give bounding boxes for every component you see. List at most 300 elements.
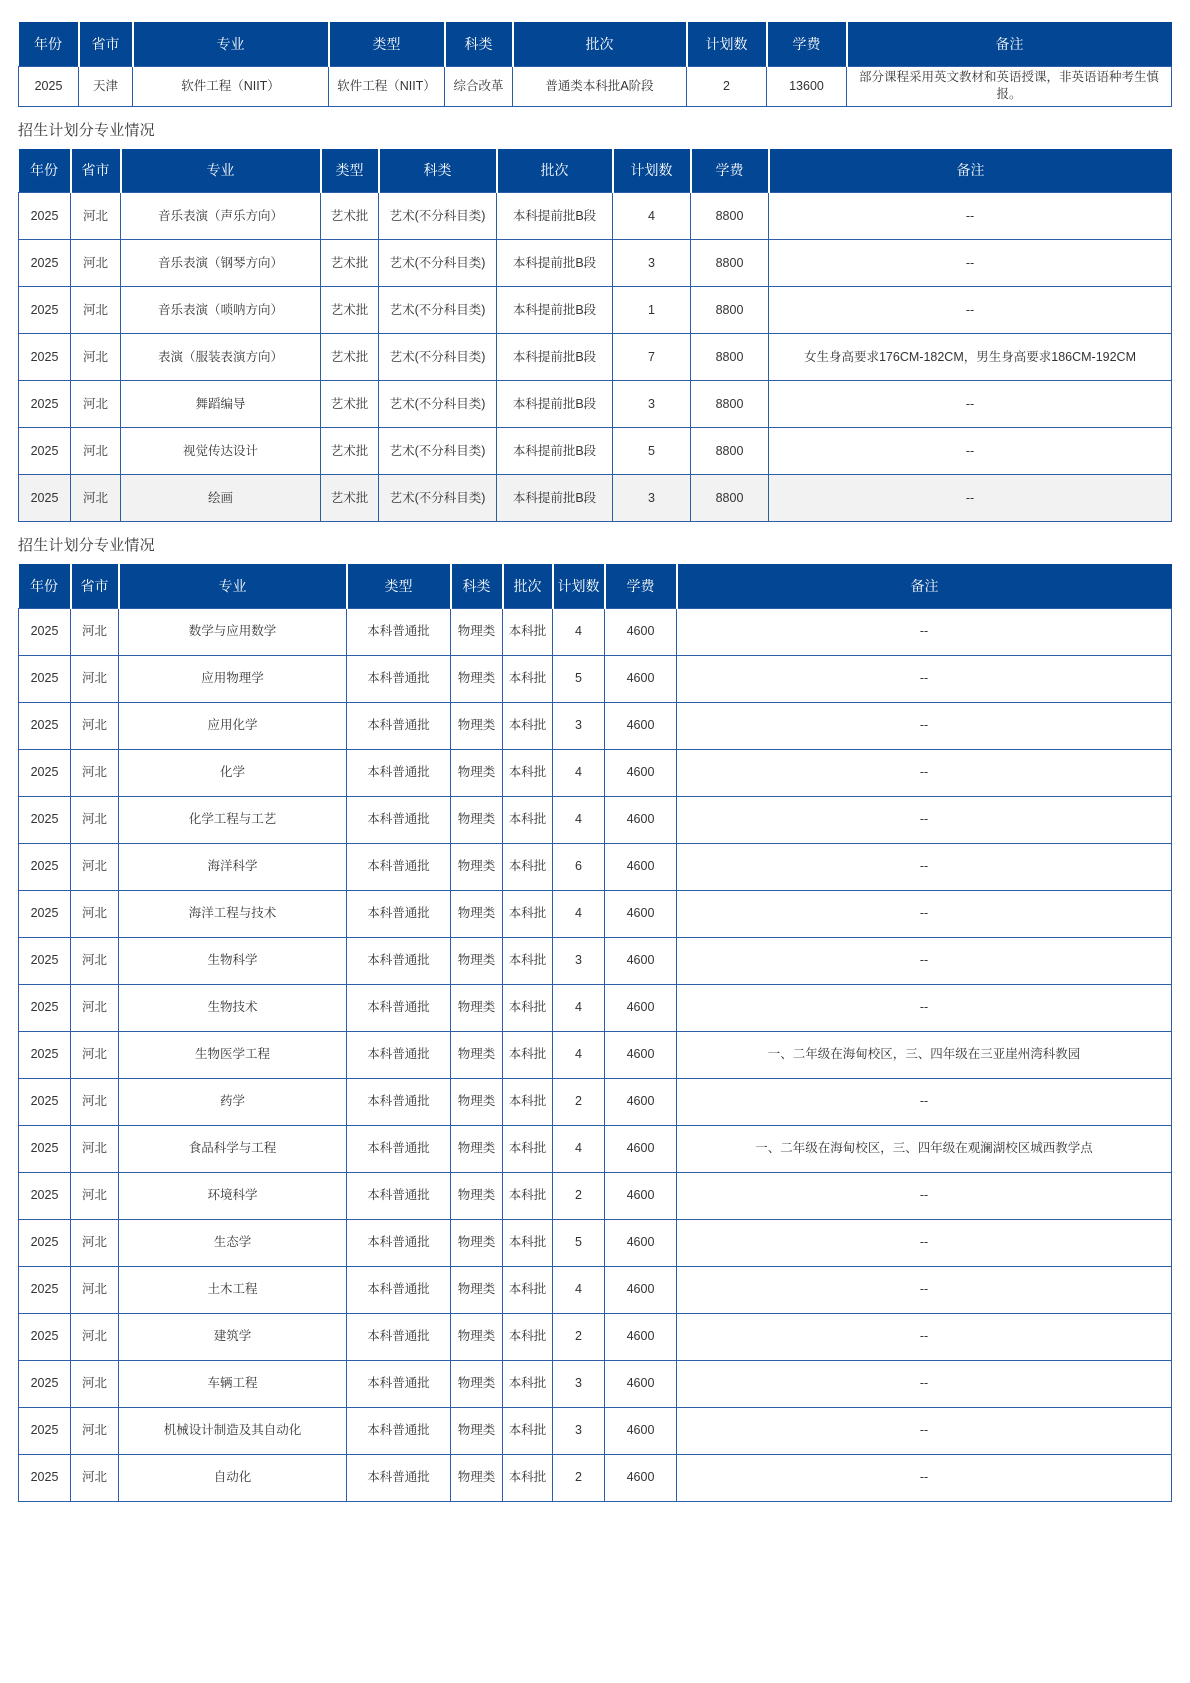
cell-subject: 物理类 (451, 984, 503, 1031)
cell-type: 本科普通批 (347, 1313, 451, 1360)
cell-province: 河北 (71, 1031, 119, 1078)
cell-province: 河北 (71, 240, 121, 287)
cell-remark: -- (677, 702, 1172, 749)
cell-province: 河北 (71, 890, 119, 937)
cell-major: 海洋科学 (119, 843, 347, 890)
cell-plan-count: 4 (553, 890, 605, 937)
cell-plan-count: 3 (553, 1407, 605, 1454)
section-title-hebei-art: 招生计划分专业情况 (18, 121, 155, 139)
cell-tuition: 13600 (767, 66, 847, 106)
table-body (19, 193, 1172, 522)
cell-subject: 艺术(不分科目类) (379, 287, 497, 334)
cell-remark: -- (677, 843, 1172, 890)
cell-batch: 本科批 (503, 1219, 553, 1266)
cell-remark: -- (769, 287, 1172, 334)
cell-subject: 物理类 (451, 1219, 503, 1266)
cell-year: 2025 (19, 1313, 71, 1360)
table-row (19, 1125, 1172, 1172)
cell-plan-count: 5 (613, 428, 691, 475)
section-title-hebei-physics: 招生计划分专业情况 (18, 537, 155, 554)
cell-subject: 物理类 (451, 655, 503, 702)
cell-province: 河北 (71, 334, 121, 381)
cell-type: 艺术批 (321, 428, 379, 475)
cell-subject: 物理类 (451, 890, 503, 937)
cell-remark: -- (677, 1360, 1172, 1407)
cell-subject: 艺术(不分科目类) (379, 381, 497, 428)
col-header-subject: 科类 (451, 564, 503, 608)
col-header-remark: 备注 (847, 22, 1172, 66)
cell-tuition: 4600 (605, 1078, 677, 1125)
cell-tuition: 4600 (605, 937, 677, 984)
table-row (19, 287, 1172, 334)
cell-plan-count: 3 (613, 475, 691, 522)
cell-batch: 本科提前批B段 (497, 475, 613, 522)
cell-subject: 物理类 (451, 608, 503, 655)
col-header-type: 类型 (347, 564, 451, 608)
cell-province: 河北 (71, 1219, 119, 1266)
table-row (19, 1172, 1172, 1219)
cell-subject: 物理类 (451, 702, 503, 749)
cell-batch: 本科批 (503, 749, 553, 796)
cell-tuition: 4600 (605, 655, 677, 702)
cell-type: 本科普通批 (347, 1125, 451, 1172)
cell-year: 2025 (19, 655, 71, 702)
cell-plan-count: 3 (613, 381, 691, 428)
cell-type: 艺术批 (321, 193, 379, 240)
cell-year: 2025 (19, 1125, 71, 1172)
cell-remark: -- (769, 475, 1172, 522)
cell-plan-count: 3 (553, 702, 605, 749)
cell-plan-count: 3 (553, 1360, 605, 1407)
cell-subject: 物理类 (451, 1031, 503, 1078)
cell-year: 2025 (19, 193, 71, 240)
cell-remark: -- (677, 655, 1172, 702)
cell-batch: 本科批 (503, 702, 553, 749)
cell-year: 2025 (19, 428, 71, 475)
cell-province: 河北 (71, 1407, 119, 1454)
table-header (19, 22, 1172, 66)
cell-type: 本科普通批 (347, 843, 451, 890)
col-header-tuition: 学费 (605, 564, 677, 608)
cell-province: 河北 (71, 381, 121, 428)
cell-type: 本科普通批 (347, 796, 451, 843)
cell-major: 生物科学 (119, 937, 347, 984)
cell-major: 音乐表演（钢琴方向） (121, 240, 321, 287)
cell-plan-count: 2 (553, 1172, 605, 1219)
table-row (19, 608, 1172, 655)
cell-year: 2025 (19, 381, 71, 428)
cell-remark: 女生身高要求176CM-182CM，男生身高要求186CM-192CM (769, 334, 1172, 381)
cell-major: 车辆工程 (119, 1360, 347, 1407)
cell-province: 河北 (71, 287, 121, 334)
cell-subject: 物理类 (451, 1407, 503, 1454)
table-row (19, 1407, 1172, 1454)
cell-year: 2025 (19, 1266, 71, 1313)
table-row (19, 1031, 1172, 1078)
cell-province: 河北 (71, 1125, 119, 1172)
cell-year: 2025 (19, 1360, 71, 1407)
table-section-hebei-art (0, 149, 1190, 523)
admission-plan-table-hebei-physics (18, 564, 1172, 1502)
cell-province: 河北 (71, 608, 119, 655)
cell-tuition: 4600 (605, 1219, 677, 1266)
cell-year: 2025 (19, 1172, 71, 1219)
cell-plan-count: 4 (553, 796, 605, 843)
cell-type: 本科普通批 (347, 1172, 451, 1219)
col-header-plan-count: 计划数 (613, 149, 691, 193)
cell-province: 河北 (71, 193, 121, 240)
table-body (19, 608, 1172, 1501)
cell-tuition: 4600 (605, 1454, 677, 1501)
cell-batch: 本科批 (503, 1407, 553, 1454)
col-header-plan-count: 计划数 (553, 564, 605, 608)
cell-plan-count: 4 (553, 1125, 605, 1172)
table-row (19, 1078, 1172, 1125)
cell-type: 本科普通批 (347, 890, 451, 937)
cell-subject: 艺术(不分科目类) (379, 428, 497, 475)
cell-batch: 本科批 (503, 1313, 553, 1360)
cell-year: 2025 (19, 608, 71, 655)
cell-province: 河北 (71, 937, 119, 984)
col-header-year: 年份 (19, 149, 71, 193)
cell-subject: 艺术(不分科目类) (379, 334, 497, 381)
cell-province: 河北 (71, 1360, 119, 1407)
cell-type: 本科普通批 (347, 1266, 451, 1313)
cell-tuition: 8800 (691, 475, 769, 522)
cell-subject: 物理类 (451, 1313, 503, 1360)
cell-major: 软件工程（NIIT） (133, 66, 329, 106)
cell-year: 2025 (19, 890, 71, 937)
cell-subject: 物理类 (451, 796, 503, 843)
cell-plan-count: 2 (553, 1454, 605, 1501)
cell-plan-count: 2 (687, 66, 767, 106)
cell-major: 自动化 (119, 1454, 347, 1501)
cell-plan-count: 2 (553, 1313, 605, 1360)
col-header-major: 专业 (119, 564, 347, 608)
cell-tuition: 8800 (691, 381, 769, 428)
cell-type: 艺术批 (321, 334, 379, 381)
col-header-batch: 批次 (503, 564, 553, 608)
cell-subject: 综合改革 (445, 66, 513, 106)
col-header-type: 类型 (329, 22, 445, 66)
cell-tuition: 8800 (691, 334, 769, 381)
col-header-province: 省市 (79, 22, 133, 66)
cell-subject: 物理类 (451, 937, 503, 984)
cell-major: 化学 (119, 749, 347, 796)
table-header (19, 564, 1172, 608)
cell-plan-count: 4 (553, 1266, 605, 1313)
cell-major: 绘画 (121, 475, 321, 522)
cell-subject: 物理类 (451, 1078, 503, 1125)
cell-major: 应用化学 (119, 702, 347, 749)
cell-batch: 本科批 (503, 655, 553, 702)
table-row (19, 890, 1172, 937)
cell-major: 生物医学工程 (119, 1031, 347, 1078)
cell-province: 河北 (71, 984, 119, 1031)
cell-year: 2025 (19, 749, 71, 796)
cell-batch: 本科批 (503, 1266, 553, 1313)
table-row (19, 843, 1172, 890)
cell-remark: 部分课程采用英文教材和英语授课，非英语语种考生慎报。 (847, 66, 1172, 106)
cell-year: 2025 (19, 240, 71, 287)
table-row (19, 381, 1172, 428)
col-header-year: 年份 (19, 564, 71, 608)
cell-major: 视觉传达设计 (121, 428, 321, 475)
cell-type: 本科普通批 (347, 608, 451, 655)
cell-batch: 本科批 (503, 984, 553, 1031)
cell-major: 机械设计制造及其自动化 (119, 1407, 347, 1454)
cell-batch: 本科批 (503, 1031, 553, 1078)
cell-tuition: 4600 (605, 1360, 677, 1407)
cell-remark: -- (769, 381, 1172, 428)
cell-remark: -- (677, 1313, 1172, 1360)
cell-province: 河北 (71, 475, 121, 522)
table-row (19, 193, 1172, 240)
cell-province: 河北 (71, 749, 119, 796)
cell-year: 2025 (19, 334, 71, 381)
cell-remark: -- (677, 1172, 1172, 1219)
cell-province: 河北 (71, 796, 119, 843)
cell-tuition: 4600 (605, 608, 677, 655)
cell-type: 本科普通批 (347, 749, 451, 796)
cell-plan-count: 4 (553, 749, 605, 796)
cell-year: 2025 (19, 1407, 71, 1454)
cell-major: 药学 (119, 1078, 347, 1125)
cell-plan-count: 5 (553, 655, 605, 702)
cell-batch: 本科批 (503, 1125, 553, 1172)
cell-plan-count: 4 (553, 1031, 605, 1078)
table-row (19, 1266, 1172, 1313)
cell-batch: 本科批 (503, 1360, 553, 1407)
cell-major: 环境科学 (119, 1172, 347, 1219)
cell-batch: 本科批 (503, 1172, 553, 1219)
cell-remark: -- (677, 749, 1172, 796)
cell-year: 2025 (19, 1031, 71, 1078)
cell-batch: 本科提前批B段 (497, 240, 613, 287)
col-header-year: 年份 (19, 22, 79, 66)
cell-year: 2025 (19, 287, 71, 334)
cell-tuition: 4600 (605, 984, 677, 1031)
cell-type: 艺术批 (321, 475, 379, 522)
admission-plan-table-tianjin (18, 22, 1172, 107)
cell-year: 2025 (19, 1219, 71, 1266)
cell-subject: 艺术(不分科目类) (379, 193, 497, 240)
col-header-province: 省市 (71, 149, 121, 193)
cell-province: 河北 (71, 1078, 119, 1125)
col-header-subject: 科类 (445, 22, 513, 66)
cell-major: 表演（服装表演方向） (121, 334, 321, 381)
cell-type: 软件工程（NIIT） (329, 66, 445, 106)
cell-tuition: 4600 (605, 749, 677, 796)
cell-remark: -- (677, 1078, 1172, 1125)
cell-batch: 本科批 (503, 608, 553, 655)
cell-tuition: 4600 (605, 1407, 677, 1454)
cell-remark: -- (677, 1454, 1172, 1501)
col-header-tuition: 学费 (691, 149, 769, 193)
cell-province: 河北 (71, 1172, 119, 1219)
cell-major: 食品科学与工程 (119, 1125, 347, 1172)
cell-remark: -- (677, 984, 1172, 1031)
cell-major: 应用物理学 (119, 655, 347, 702)
cell-tuition: 4600 (605, 1031, 677, 1078)
cell-batch: 本科批 (503, 796, 553, 843)
cell-remark: -- (677, 890, 1172, 937)
cell-type: 艺术批 (321, 240, 379, 287)
cell-type: 本科普通批 (347, 655, 451, 702)
cell-type: 本科普通批 (347, 984, 451, 1031)
cell-year: 2025 (19, 1454, 71, 1501)
cell-tuition: 4600 (605, 890, 677, 937)
cell-plan-count: 5 (553, 1219, 605, 1266)
cell-type: 本科普通批 (347, 1360, 451, 1407)
table-row (19, 655, 1172, 702)
cell-batch: 普通类本科批A阶段 (513, 66, 687, 106)
cell-major: 生物技术 (119, 984, 347, 1031)
table-row (19, 749, 1172, 796)
table-row (19, 428, 1172, 475)
cell-tuition: 4600 (605, 1125, 677, 1172)
cell-major: 音乐表演（唢呐方向） (121, 287, 321, 334)
table-row (19, 1360, 1172, 1407)
col-header-batch: 批次 (497, 149, 613, 193)
cell-plan-count: 4 (553, 984, 605, 1031)
cell-year: 2025 (19, 937, 71, 984)
cell-province: 河北 (71, 655, 119, 702)
cell-province: 河北 (71, 1313, 119, 1360)
cell-plan-count: 7 (613, 334, 691, 381)
cell-batch: 本科提前批B段 (497, 193, 613, 240)
table-header (19, 149, 1172, 193)
cell-year: 2025 (19, 702, 71, 749)
cell-province: 河北 (71, 702, 119, 749)
cell-remark: -- (677, 1407, 1172, 1454)
cell-batch: 本科批 (503, 1454, 553, 1501)
cell-province: 天津 (79, 66, 133, 106)
cell-tuition: 4600 (605, 1172, 677, 1219)
admission-plan-table-hebei-art (18, 149, 1172, 523)
col-header-major: 专业 (133, 22, 329, 66)
cell-year: 2025 (19, 843, 71, 890)
cell-remark: 一、二年级在海甸校区，三、四年级在三亚崖州湾科教园 (677, 1031, 1172, 1078)
cell-type: 本科普通批 (347, 1219, 451, 1266)
col-header-remark: 备注 (769, 149, 1172, 193)
cell-batch: 本科提前批B段 (497, 428, 613, 475)
cell-major: 海洋工程与技术 (119, 890, 347, 937)
table-row (19, 984, 1172, 1031)
cell-type: 本科普通批 (347, 1031, 451, 1078)
cell-batch: 本科批 (503, 937, 553, 984)
cell-subject: 物理类 (451, 843, 503, 890)
cell-type: 本科普通批 (347, 1078, 451, 1125)
cell-year: 2025 (19, 796, 71, 843)
cell-plan-count: 6 (553, 843, 605, 890)
cell-remark: -- (769, 193, 1172, 240)
cell-year: 2025 (19, 984, 71, 1031)
cell-province: 河北 (71, 843, 119, 890)
cell-tuition: 8800 (691, 428, 769, 475)
cell-type: 艺术批 (321, 381, 379, 428)
cell-tuition: 8800 (691, 287, 769, 334)
cell-plan-count: 1 (613, 287, 691, 334)
cell-batch: 本科批 (503, 1078, 553, 1125)
cell-plan-count: 2 (553, 1078, 605, 1125)
cell-tuition: 4600 (605, 702, 677, 749)
cell-remark: -- (677, 1266, 1172, 1313)
col-header-remark: 备注 (677, 564, 1172, 608)
cell-type: 本科普通批 (347, 702, 451, 749)
cell-major: 音乐表演（声乐方向） (121, 193, 321, 240)
cell-remark: -- (677, 937, 1172, 984)
cell-year: 2025 (19, 1078, 71, 1125)
table-row (19, 796, 1172, 843)
cell-remark: -- (769, 240, 1172, 287)
table-body (19, 66, 1172, 106)
cell-subject: 物理类 (451, 1360, 503, 1407)
cell-subject: 物理类 (451, 1454, 503, 1501)
cell-plan-count: 4 (613, 193, 691, 240)
cell-batch: 本科提前批B段 (497, 334, 613, 381)
cell-province: 河北 (71, 1266, 119, 1313)
cell-major: 土木工程 (119, 1266, 347, 1313)
cell-subject: 物理类 (451, 749, 503, 796)
table-row (19, 240, 1172, 287)
cell-subject: 物理类 (451, 1125, 503, 1172)
cell-remark: -- (677, 1219, 1172, 1266)
cell-province: 河北 (71, 428, 121, 475)
cell-major: 生态学 (119, 1219, 347, 1266)
cell-major: 数学与应用数学 (119, 608, 347, 655)
cell-plan-count: 3 (613, 240, 691, 287)
cell-tuition: 8800 (691, 240, 769, 287)
table-section-hebei-physics (0, 564, 1190, 1502)
table-row (19, 334, 1172, 381)
cell-major: 建筑学 (119, 1313, 347, 1360)
table-row (19, 937, 1172, 984)
table-row (19, 702, 1172, 749)
cell-province: 河北 (71, 1454, 119, 1501)
cell-type: 本科普通批 (347, 1407, 451, 1454)
cell-batch: 本科批 (503, 843, 553, 890)
cell-plan-count: 3 (553, 937, 605, 984)
cell-batch: 本科批 (503, 890, 553, 937)
col-header-type: 类型 (321, 149, 379, 193)
cell-tuition: 4600 (605, 843, 677, 890)
cell-major: 化学工程与工艺 (119, 796, 347, 843)
cell-major: 舞蹈编导 (121, 381, 321, 428)
table-row (19, 1313, 1172, 1360)
cell-remark: 一、二年级在海甸校区，三、四年级在观澜湖校区城西教学点 (677, 1125, 1172, 1172)
col-header-batch: 批次 (513, 22, 687, 66)
col-header-province: 省市 (71, 564, 119, 608)
cell-type: 本科普通批 (347, 937, 451, 984)
cell-type: 本科普通批 (347, 1454, 451, 1501)
cell-remark: -- (677, 608, 1172, 655)
cell-tuition: 8800 (691, 193, 769, 240)
cell-tuition: 4600 (605, 796, 677, 843)
table-row (19, 66, 1172, 106)
cell-subject: 物理类 (451, 1266, 503, 1313)
cell-batch: 本科提前批B段 (497, 287, 613, 334)
table-row (19, 475, 1172, 522)
col-header-tuition: 学费 (767, 22, 847, 66)
cell-subject: 物理类 (451, 1172, 503, 1219)
col-header-major: 专业 (121, 149, 321, 193)
cell-subject: 艺术(不分科目类) (379, 240, 497, 287)
col-header-plan-count: 计划数 (687, 22, 767, 66)
cell-year: 2025 (19, 475, 71, 522)
table-row (19, 1219, 1172, 1266)
cell-remark: -- (769, 428, 1172, 475)
